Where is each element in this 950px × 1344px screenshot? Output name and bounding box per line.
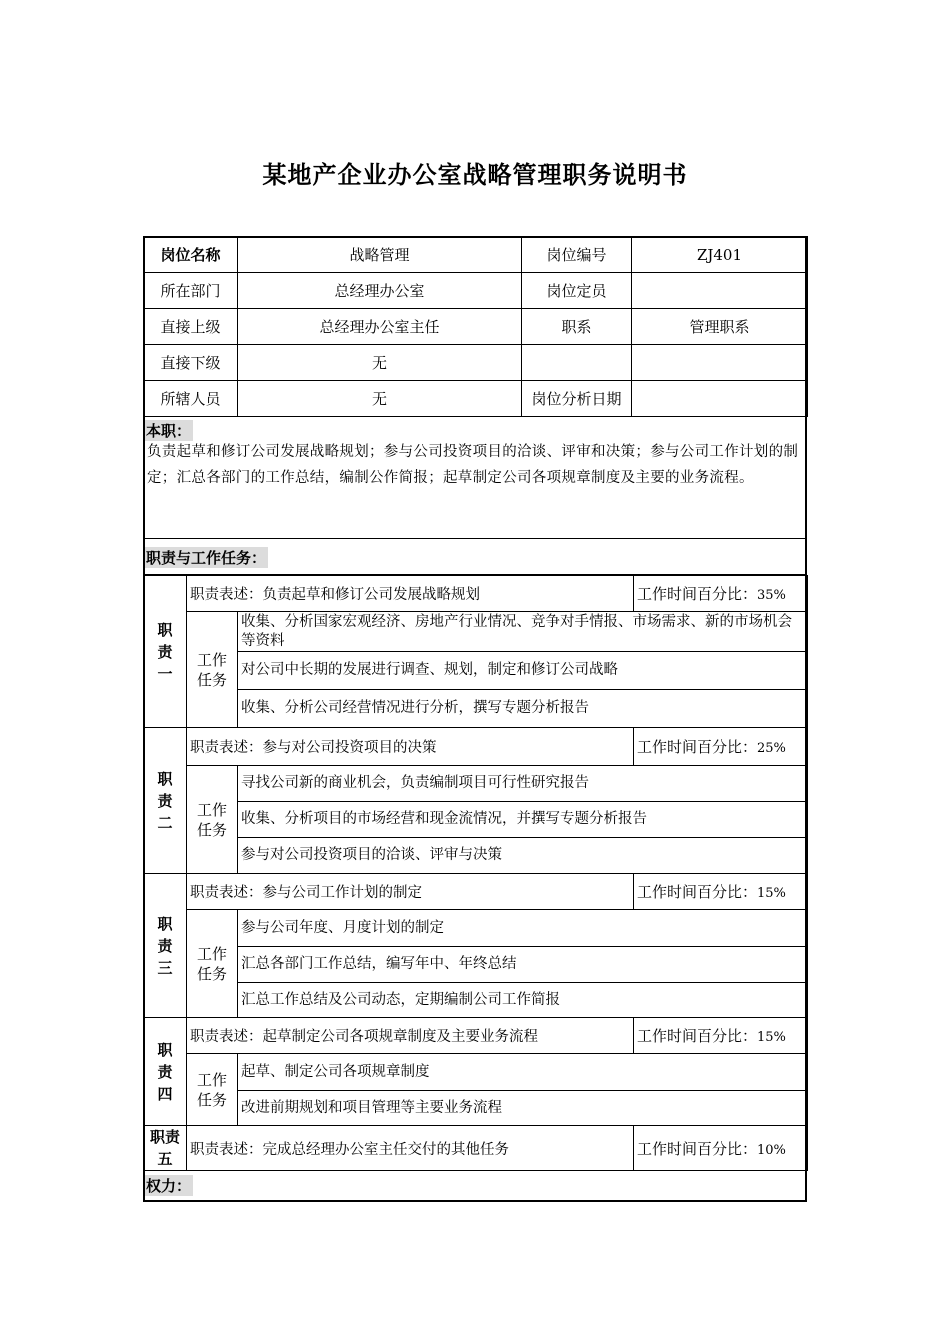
- task-row: [144, 1091, 808, 1126]
- duty-name-line: 责: [157, 791, 173, 810]
- duty-name-line: 职: [157, 620, 173, 639]
- position-code-value: ZJ401: [632, 237, 808, 273]
- time-percent-value: 15%: [757, 1030, 786, 1045]
- duty-row: [144, 874, 808, 910]
- time-percent-value: 15%: [757, 886, 786, 901]
- time-percent-label: 工作时间百分比：: [637, 585, 758, 603]
- basic-info-table: [143, 236, 808, 417]
- task-row: [144, 910, 808, 947]
- analysis-date-label: 岗位分析日期: [522, 381, 632, 417]
- work-task-tag: [187, 766, 238, 874]
- managed-label: 所辖人员: [144, 381, 238, 417]
- subordinate-label: 直接下级: [144, 345, 238, 381]
- position-code-label: 岗位编号: [522, 237, 632, 273]
- time-percent-value: 10%: [757, 1142, 786, 1158]
- duty-row: [144, 576, 808, 612]
- empty-cell: [522, 345, 632, 381]
- task-row: [144, 1054, 808, 1091]
- duty-name: [144, 1126, 187, 1171]
- task-item: 参与对公司投资项目的洽谈、评审与决策: [238, 838, 808, 874]
- duty-name: [144, 728, 187, 874]
- duty-name-line: 一: [157, 664, 173, 683]
- page-title: 某地产企业办公室战略管理职务说明书: [262, 161, 688, 189]
- duty-name: [144, 576, 187, 728]
- time-percent-label: 工作时间百分比：: [637, 738, 758, 756]
- time-percent-label: 工作时间百分比：: [637, 1139, 758, 1158]
- subordinate-value: 无: [238, 345, 522, 381]
- authority-label: 权力：: [146, 1177, 192, 1195]
- duty-name-line: 责: [157, 642, 173, 661]
- work-task-tag-text: 工作任务: [196, 944, 227, 983]
- duty-description: 职责表述：参与对公司投资项目的决策: [187, 728, 634, 766]
- time-percent-label: 工作时间百分比：: [637, 1027, 758, 1045]
- duty-summary-label: 本职：: [146, 422, 192, 440]
- task-item: 收集、分析国家宏观经济、房地产行业情况、竞争对手情报、市场需求、新的市场机会等资料: [238, 612, 808, 652]
- duty-summary-section: [143, 416, 807, 539]
- task-row: [144, 838, 808, 874]
- duty-description: 职责表述：起草制定公司各项规章制度及主要业务流程: [187, 1018, 634, 1054]
- duty-name-line: 职: [157, 914, 173, 933]
- task-row: [144, 983, 808, 1018]
- duty-name-line: 五: [157, 1150, 173, 1168]
- department-value: 总经理办公室: [238, 273, 522, 309]
- task-item: 对公司中长期的发展进行调查、规划，制定和修订公司战略: [238, 652, 808, 690]
- department-label: 所在部门: [144, 273, 238, 309]
- duty-name: [144, 1018, 187, 1126]
- responsibilities-header: [143, 539, 807, 575]
- task-row: [144, 612, 808, 652]
- duties-table: [143, 575, 808, 1171]
- duty-time-percent: [634, 1018, 808, 1054]
- duty-row: [144, 728, 808, 766]
- duty-description: 职责表述：负责起草和修订公司发展战略规划: [187, 576, 634, 612]
- task-item: 改进前期规划和项目管理等主要业务流程: [238, 1091, 808, 1126]
- task-row: [144, 947, 808, 983]
- duty-name-line: 职: [157, 769, 173, 788]
- empty-cell: [632, 345, 808, 381]
- series-label: 职系: [522, 309, 632, 345]
- task-row: [144, 690, 808, 728]
- headcount-value: [632, 273, 808, 309]
- time-percent-value: 25%: [757, 741, 786, 756]
- work-task-tag: [187, 1054, 238, 1126]
- task-row: [144, 766, 808, 802]
- duty-time-percent: [634, 874, 808, 910]
- position-name-value: 战略管理: [238, 237, 522, 273]
- duty-description: 职责表述：参与公司工作计划的制定: [187, 874, 634, 910]
- duty-name-line: 责: [157, 1062, 173, 1081]
- managed-value: 无: [238, 381, 522, 417]
- task-item: 参与公司年度、月度计划的制定: [238, 910, 808, 947]
- duty-name: [144, 874, 187, 1018]
- work-task-tag-text: 工作任务: [196, 800, 227, 839]
- duty-row: [144, 1126, 808, 1171]
- duty-time-percent: [634, 728, 808, 766]
- work-task-tag: [187, 612, 238, 728]
- task-item: 收集、分析项目的市场经营和现金流情况，并撰写专题分析报告: [238, 802, 808, 838]
- time-percent-label: 工作时间百分比：: [637, 883, 758, 901]
- task-row: [144, 652, 808, 690]
- duty-name-line: 职责: [149, 1128, 180, 1146]
- duty-summary-text: 负责起草和修订公司发展战略规划；参与公司投资项目的洽谈、评审和决策；参与公司工作计划的制定；汇总各部门的工作总结，编制公作简报；起草制定公司各项规章制度及主要的业务流程。: [147, 444, 799, 486]
- duty-description: 职责表述：完成总经理办公室主任交付的其他任务: [187, 1126, 634, 1171]
- task-row: [144, 802, 808, 838]
- task-item: 起草、制定公司各项规章制度: [238, 1054, 808, 1091]
- task-item: 收集、分析公司经营情况进行分析，撰写专题分析报告: [238, 690, 808, 728]
- task-item: 汇总工作总结及公司动态，定期编制公司工作简报: [238, 983, 808, 1018]
- superior-label: 直接上级: [144, 309, 238, 345]
- duty-name-line: 职: [157, 1040, 173, 1059]
- task-item: 汇总各部门工作总结，编写年中、年终总结: [238, 947, 808, 983]
- duty-name-line: 四: [157, 1084, 173, 1103]
- work-task-tag-text: 工作任务: [196, 650, 227, 689]
- duty-time-percent: [634, 1126, 808, 1171]
- work-task-tag: [187, 910, 238, 1018]
- superior-value: 总经理办公室主任: [238, 309, 522, 345]
- responsibilities-label: 职责与工作任务：: [146, 549, 267, 567]
- task-item: 寻找公司新的商业机会，负责编制项目可行性研究报告: [238, 766, 808, 802]
- duty-time-percent: [634, 576, 808, 612]
- duty-name-line: 责: [157, 936, 173, 955]
- duty-row: [144, 1018, 808, 1054]
- series-value: 管理职系: [632, 309, 808, 345]
- analysis-date-value: [632, 381, 808, 417]
- headcount-label: 岗位定员: [522, 273, 632, 309]
- time-percent-value: 35%: [757, 588, 786, 603]
- position-name-label: 岗位名称: [144, 237, 238, 273]
- authority-section: [143, 1166, 807, 1202]
- duty-name-line: 二: [157, 813, 173, 832]
- work-task-tag-text: 工作任务: [196, 1070, 227, 1109]
- duty-name-line: 三: [157, 958, 173, 977]
